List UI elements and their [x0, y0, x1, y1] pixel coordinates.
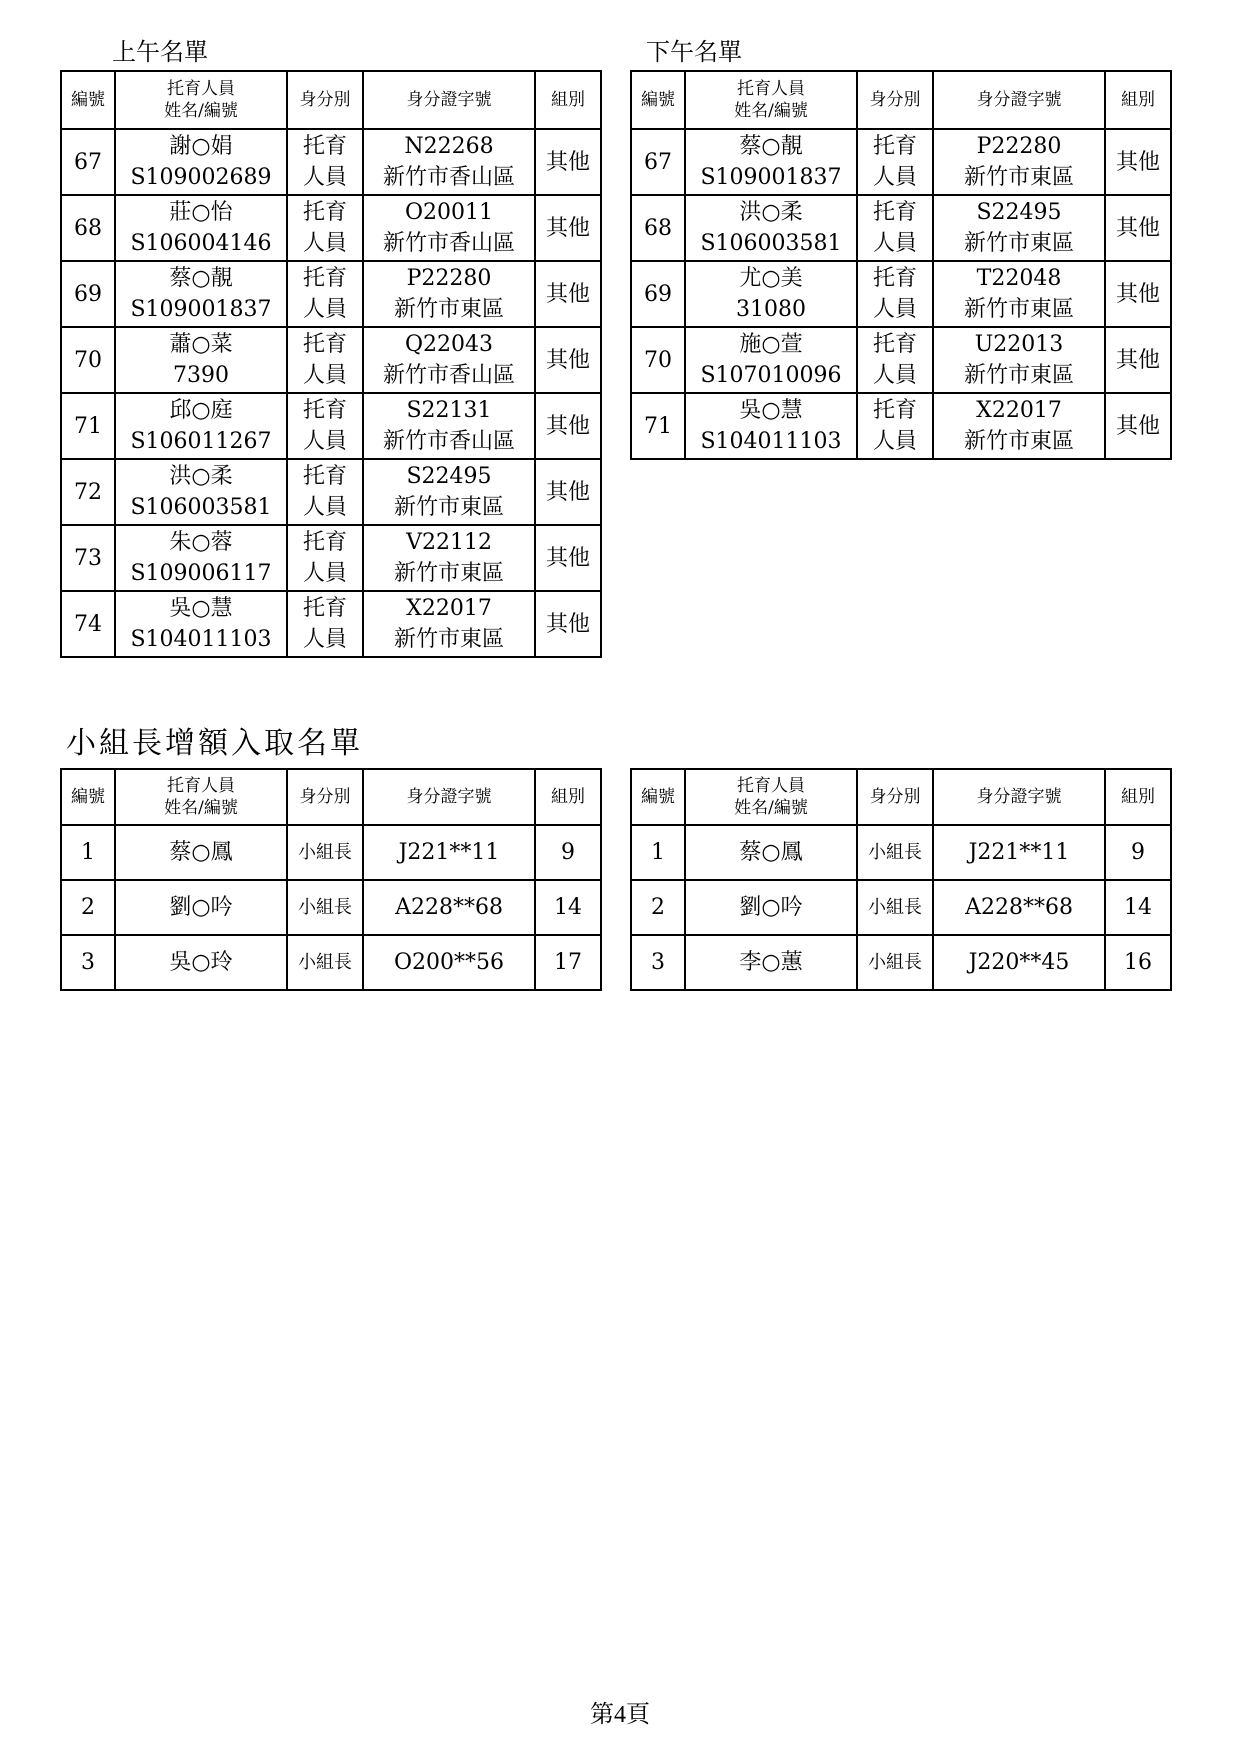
district: 新竹市東區 — [393, 495, 504, 520]
table-row — [61, 327, 601, 393]
group-cell: 其他 — [1105, 327, 1171, 393]
row-number: 74 — [61, 591, 115, 657]
id-number: O20011 — [404, 200, 494, 225]
caregiver-code: 7390 — [173, 363, 229, 388]
role-cell — [287, 591, 363, 657]
header-name-line1: 托育人員 — [737, 79, 805, 99]
role-line2: 人員 — [302, 429, 347, 454]
role-cell — [287, 393, 363, 459]
id-number: N22268 — [404, 134, 494, 159]
leader-name: 李○蕙 — [685, 935, 857, 990]
table-row — [61, 591, 601, 657]
id-number: S22495 — [976, 200, 1062, 225]
role-line2: 人員 — [302, 297, 347, 322]
id-cell — [363, 129, 535, 195]
id-number: X22017 — [976, 398, 1062, 423]
leader-name: 吳○玲 — [115, 935, 287, 990]
caregiver-name-cell — [115, 591, 287, 657]
id-cell — [363, 525, 535, 591]
group-cell: 其他 — [535, 591, 601, 657]
caregiver-code: S109001837 — [700, 165, 842, 190]
row-number: 1 — [61, 825, 115, 880]
header-role: 身分別 — [857, 769, 933, 825]
id-number: A228**68 — [933, 880, 1105, 935]
header-id: 身分證字號 — [363, 71, 535, 129]
id-cell — [363, 327, 535, 393]
row-number: 2 — [631, 880, 685, 935]
role-line1: 托育 — [872, 200, 917, 225]
id-cell — [363, 591, 535, 657]
header-name-line1: 托育人員 — [167, 79, 235, 99]
caregiver-name: 尤○美 — [739, 266, 803, 291]
caregiver-name-cell — [115, 459, 287, 525]
caregiver-name-cell — [115, 195, 287, 261]
role-line1: 托育 — [302, 464, 347, 489]
id-number: J221**11 — [363, 825, 535, 880]
caregiver-code: S107010096 — [700, 363, 842, 388]
caregiver-name: 洪○柔 — [169, 464, 233, 489]
table-row — [631, 129, 1171, 195]
leaders-right-body — [631, 769, 1171, 990]
id-number: T22048 — [976, 266, 1062, 291]
id-cell — [933, 129, 1105, 195]
table-row — [631, 393, 1171, 459]
group-cell: 其他 — [535, 459, 601, 525]
role-cell — [287, 459, 363, 525]
header-role: 身分別 — [287, 71, 363, 129]
id-number: P22280 — [406, 266, 492, 291]
role-line2: 人員 — [872, 231, 917, 256]
table-row — [631, 261, 1171, 327]
header-id: 身分證字號 — [933, 769, 1105, 825]
header-no: 編號 — [631, 769, 685, 825]
role-line1: 托育 — [872, 398, 917, 423]
leaders-title: 小組長增額入取名單 — [66, 726, 363, 761]
district: 新竹市香山區 — [382, 231, 515, 256]
role-cell — [857, 327, 933, 393]
role-cell: 小組長 — [287, 880, 363, 935]
row-number: 70 — [61, 327, 115, 393]
header-role: 身分別 — [287, 769, 363, 825]
id-number: J221**11 — [933, 825, 1105, 880]
caregiver-name-cell — [685, 327, 857, 393]
id-number: Q22043 — [404, 332, 494, 357]
row-number: 73 — [61, 525, 115, 591]
id-number: U22013 — [974, 332, 1064, 357]
district: 新竹市香山區 — [382, 363, 515, 388]
id-number: J220**45 — [933, 935, 1105, 990]
group-cell: 17 — [535, 935, 601, 990]
table-row — [61, 195, 601, 261]
afternoon-title: 下午名單 — [646, 38, 742, 66]
header-id: 身分證字號 — [933, 71, 1105, 129]
header-name — [115, 71, 287, 129]
header-group: 組別 — [535, 71, 601, 129]
header-name-line1: 托育人員 — [167, 776, 235, 796]
leader-name: 蔡○鳳 — [685, 825, 857, 880]
role-line2: 人員 — [872, 297, 917, 322]
role-line2: 人員 — [302, 165, 347, 190]
caregiver-name-cell — [685, 129, 857, 195]
role-cell — [287, 261, 363, 327]
role-line2: 人員 — [302, 495, 347, 520]
caregiver-name: 蕭○菜 — [169, 332, 233, 357]
id-number: X22017 — [406, 596, 492, 621]
caregiver-code: S109002689 — [130, 165, 272, 190]
group-cell: 其他 — [535, 195, 601, 261]
role-cell — [857, 393, 933, 459]
header-name — [685, 769, 857, 825]
caregiver-name: 蔡○靚 — [169, 266, 233, 291]
role-line2: 人員 — [872, 165, 917, 190]
table-row — [631, 327, 1171, 393]
header-group: 組別 — [535, 769, 601, 825]
id-number: A228**68 — [363, 880, 535, 935]
caregiver-code: 31080 — [736, 297, 806, 322]
caregiver-name: 邱○庭 — [169, 398, 233, 423]
row-number: 67 — [631, 129, 685, 195]
caregiver-name: 吳○慧 — [739, 398, 803, 423]
caregiver-code: S109006117 — [130, 561, 272, 586]
caregiver-name: 蔡○靚 — [739, 134, 803, 159]
district: 新竹市東區 — [963, 165, 1074, 190]
table-row — [631, 935, 1171, 990]
group-cell: 9 — [535, 825, 601, 880]
table-header-row — [631, 71, 1171, 129]
header-name-line1: 托育人員 — [737, 776, 805, 796]
role-line2: 人員 — [872, 429, 917, 454]
role-cell — [857, 129, 933, 195]
table-row — [61, 261, 601, 327]
group-cell: 其他 — [535, 393, 601, 459]
role-line1: 托育 — [302, 332, 347, 357]
leader-name: 劉○吟 — [115, 880, 287, 935]
role-cell — [857, 195, 933, 261]
id-cell — [933, 327, 1105, 393]
header-name-line2: 姓名/編號 — [164, 101, 238, 121]
role-line1: 托育 — [302, 134, 347, 159]
row-number: 67 — [61, 129, 115, 195]
afternoon-table-body — [631, 71, 1171, 459]
role-line1: 托育 — [872, 332, 917, 357]
caregiver-name: 吳○慧 — [169, 596, 233, 621]
id-cell — [933, 393, 1105, 459]
row-number: 70 — [631, 327, 685, 393]
id-number: O200**56 — [363, 935, 535, 990]
role-line1: 托育 — [872, 266, 917, 291]
row-number: 68 — [61, 195, 115, 261]
caregiver-code: S106003581 — [700, 231, 842, 256]
header-name — [115, 769, 287, 825]
table-row — [61, 393, 601, 459]
header-id: 身分證字號 — [363, 769, 535, 825]
role-line1: 托育 — [302, 200, 347, 225]
table-row — [61, 935, 601, 990]
group-cell: 14 — [1105, 880, 1171, 935]
district: 新竹市東區 — [963, 297, 1074, 322]
caregiver-name: 施○萱 — [739, 332, 803, 357]
row-number: 69 — [61, 261, 115, 327]
caregiver-code: S109001837 — [130, 297, 272, 322]
caregiver-code: S106004146 — [130, 231, 272, 256]
id-number: S22495 — [406, 464, 492, 489]
group-cell: 其他 — [535, 327, 601, 393]
district: 新竹市東區 — [393, 297, 504, 322]
district: 新竹市東區 — [393, 627, 504, 652]
caregiver-code: S106003581 — [130, 495, 272, 520]
header-no: 編號 — [61, 769, 115, 825]
header-group: 組別 — [1105, 71, 1171, 129]
role-line1: 托育 — [302, 530, 347, 555]
group-cell: 16 — [1105, 935, 1171, 990]
id-cell — [363, 195, 535, 261]
table-row — [61, 880, 601, 935]
district: 新竹市香山區 — [382, 429, 515, 454]
district: 新竹市東區 — [963, 231, 1074, 256]
table-row — [61, 825, 601, 880]
role-cell — [287, 195, 363, 261]
role-line2: 人員 — [302, 627, 347, 652]
leaders-right-table — [630, 768, 1172, 991]
role-line2: 人員 — [302, 363, 347, 388]
group-cell: 其他 — [1105, 261, 1171, 327]
group-cell: 14 — [535, 880, 601, 935]
role-cell: 小組長 — [287, 825, 363, 880]
group-cell: 9 — [1105, 825, 1171, 880]
role-line1: 托育 — [872, 134, 917, 159]
role-line1: 托育 — [302, 596, 347, 621]
group-cell: 其他 — [1105, 129, 1171, 195]
role-cell — [287, 129, 363, 195]
row-number: 68 — [631, 195, 685, 261]
caregiver-name: 謝○娟 — [169, 134, 233, 159]
caregiver-name-cell — [115, 327, 287, 393]
header-name — [685, 71, 857, 129]
row-number: 2 — [61, 880, 115, 935]
district: 新竹市東區 — [963, 429, 1074, 454]
id-cell — [363, 261, 535, 327]
caregiver-name-cell — [115, 261, 287, 327]
caregiver-code: S104011103 — [130, 627, 272, 652]
role-line2: 人員 — [872, 363, 917, 388]
header-name-line2: 姓名/編號 — [734, 798, 808, 818]
afternoon-table — [630, 70, 1172, 460]
header-name-line2: 姓名/編號 — [734, 101, 808, 121]
role-cell — [857, 261, 933, 327]
caregiver-name-cell — [685, 393, 857, 459]
role-cell: 小組長 — [857, 935, 933, 990]
caregiver-name-cell — [115, 525, 287, 591]
district: 新竹市東區 — [393, 561, 504, 586]
caregiver-name-cell — [685, 195, 857, 261]
id-cell — [933, 195, 1105, 261]
row-number: 69 — [631, 261, 685, 327]
role-line2: 人員 — [302, 561, 347, 586]
district: 新竹市東區 — [963, 363, 1074, 388]
row-number: 72 — [61, 459, 115, 525]
table-header-row — [61, 71, 601, 129]
morning-table-body — [61, 71, 601, 657]
id-cell — [363, 393, 535, 459]
leader-name: 劉○吟 — [685, 880, 857, 935]
header-no: 編號 — [631, 71, 685, 129]
id-cell — [363, 459, 535, 525]
caregiver-name: 莊○怡 — [169, 200, 233, 225]
role-line1: 托育 — [302, 398, 347, 423]
role-cell: 小組長 — [287, 935, 363, 990]
caregiver-code: S106011267 — [130, 429, 272, 454]
role-cell: 小組長 — [857, 825, 933, 880]
page-number: 第4頁 — [590, 1702, 650, 1728]
morning-title: 上午名單 — [112, 38, 208, 66]
id-number: P22280 — [976, 134, 1062, 159]
id-cell — [933, 261, 1105, 327]
caregiver-name: 洪○柔 — [739, 200, 803, 225]
group-cell: 其他 — [1105, 195, 1171, 261]
caregiver-name-cell — [115, 129, 287, 195]
leaders-left-table — [60, 768, 602, 991]
table-row — [631, 880, 1171, 935]
header-group: 組別 — [1105, 769, 1171, 825]
caregiver-name: 朱○蓉 — [169, 530, 233, 555]
caregiver-code: S104011103 — [700, 429, 842, 454]
row-number: 1 — [631, 825, 685, 880]
table-row — [61, 459, 601, 525]
table-row — [631, 195, 1171, 261]
morning-table — [60, 70, 602, 658]
header-name-line2: 姓名/編號 — [164, 798, 238, 818]
table-header-row — [61, 769, 601, 825]
role-line2: 人員 — [302, 231, 347, 256]
group-cell: 其他 — [535, 525, 601, 591]
row-number: 71 — [61, 393, 115, 459]
row-number: 71 — [631, 393, 685, 459]
table-header-row — [631, 769, 1171, 825]
role-cell — [287, 525, 363, 591]
group-cell: 其他 — [535, 129, 601, 195]
header-role: 身分別 — [857, 71, 933, 129]
table-row — [631, 825, 1171, 880]
district: 新竹市香山區 — [382, 165, 515, 190]
leader-name: 蔡○鳳 — [115, 825, 287, 880]
role-cell — [287, 327, 363, 393]
group-cell: 其他 — [1105, 393, 1171, 459]
row-number: 3 — [61, 935, 115, 990]
caregiver-name-cell — [115, 393, 287, 459]
table-row — [61, 525, 601, 591]
caregiver-name-cell — [685, 261, 857, 327]
id-number: S22131 — [406, 398, 492, 423]
table-row — [61, 129, 601, 195]
role-line1: 托育 — [302, 266, 347, 291]
leaders-left-body — [61, 769, 601, 990]
id-number: V22112 — [406, 530, 492, 555]
header-no: 編號 — [61, 71, 115, 129]
row-number: 3 — [631, 935, 685, 990]
group-cell: 其他 — [535, 261, 601, 327]
role-cell: 小組長 — [857, 880, 933, 935]
